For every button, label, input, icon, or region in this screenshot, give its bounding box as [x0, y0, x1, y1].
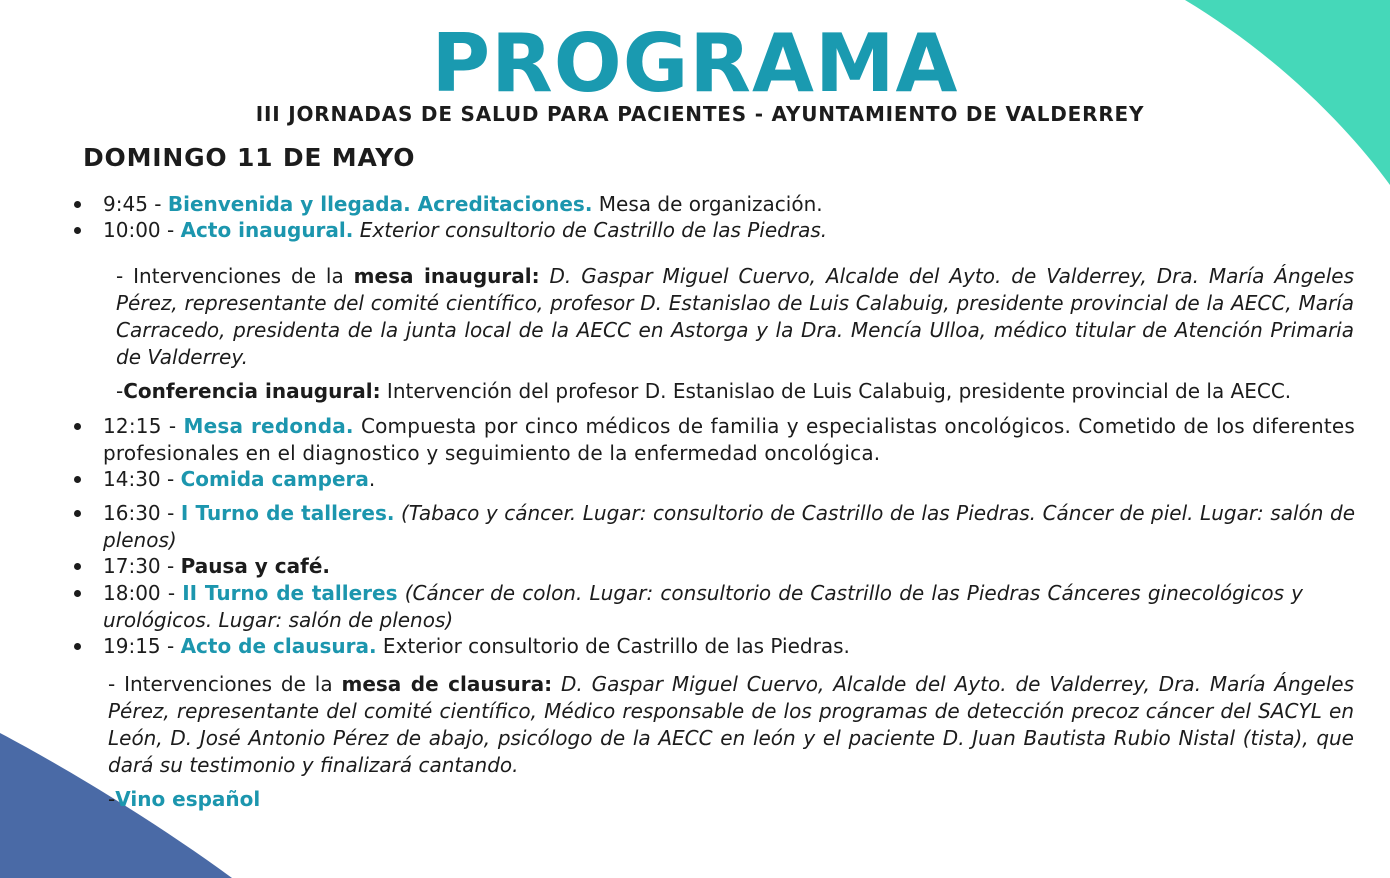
sub-italic: D. Gaspar Miguel Cuervo, Alcalde del Ayto. de Valderrey, Dra. María Ángeles Pérez, representante del comité científico, Médico responsable de los programas de detección precoz cáncer del SACYL en León, D. José Antonio Pérez de abajo, psicólogo de la AECC en león y el paciente D. Juan Bautista Rubio Nistal (tista), que dará su testimonio y finalizará cantando. [108, 672, 1354, 777]
sub-text: Intervención del profesor D. Estanislao de Luis Calabuig, presidente provincial de la AECC. [380, 379, 1292, 403]
item-time: 18:00 - [103, 581, 183, 605]
item-time: 14:30 - [103, 467, 181, 491]
sub-prefix: - [116, 379, 124, 403]
inaugural-intervenciones [116, 263, 1354, 371]
item-text: . [368, 467, 376, 491]
program-item-1730 [103, 553, 1355, 580]
program-item-1630 [103, 500, 1355, 553]
item-text: Mesa de organización. [592, 192, 823, 216]
program-item-1915 [103, 633, 1355, 660]
clausura-intervenciones [108, 671, 1354, 779]
sub-prefix: - [108, 787, 116, 811]
page-title: PROGRAMA [431, 17, 959, 110]
item-text: Exterior consultorio de Castrillo de las Piedras. [376, 634, 850, 658]
item-time: 19:15 - [103, 634, 181, 658]
program-item-1000 [103, 217, 1355, 244]
item-time: 16:30 - [103, 501, 181, 525]
item-italic: Exterior consultorio de Castrillo de las Piedras. [353, 218, 828, 242]
sub-bold: Conferencia inaugural: [123, 379, 381, 403]
program-item-1800 [103, 580, 1303, 633]
sub-italic: D. Gaspar Miguel Cuervo, Alcalde del Ayto. de Valderrey, Dra. María Ángeles Pérez, representante del comité científico, profesor D. Estanislao de Luis Calabuig, presidente provincial de la AECC, María Carracedo, presidenta de la junta local de la AECC en Astorga y la Dra. Mencía Ulloa, médico titular de Atención Primaria de Valderrey. [116, 264, 1354, 369]
program-item-0945 [103, 191, 1355, 218]
item-time: 12:15 - [103, 414, 184, 438]
item-highlight: Bienvenida y llegada. Acreditaciones. [167, 192, 593, 216]
program-item-1215 [103, 413, 1355, 466]
item-italic: (Tabaco y cáncer. Lugar: consultorio de Castrillo de las Piedras. Cáncer de piel. Lugar: salón de plenos) [103, 501, 1355, 552]
item-text: Compuesta por cinco médicos de familia y especialistas oncológicos. Cometido de los diferentes profesionales en el diagnostico y seguimiento de la enfermedad oncológica. [103, 414, 1355, 465]
clausura-vino [108, 786, 708, 813]
item-time: 9:45 - [103, 192, 168, 216]
item-highlight: Acto de clausura. [180, 634, 377, 658]
item-highlight: II Turno de talleres [182, 581, 398, 605]
item-highlight: Mesa redonda. [183, 414, 354, 438]
sub-prefix: - Intervenciones de la [108, 672, 342, 696]
sub-bold: mesa inaugural: [353, 264, 540, 288]
event-date: DOMINGO 11 DE MAYO [83, 143, 416, 172]
page-subtitle: III JORNADAS DE SALUD PARA PACIENTES - AYUNTAMIENTO DE VALDERREY [255, 102, 1145, 126]
sub-bold: mesa de clausura: [341, 672, 553, 696]
item-time: 17:30 - [103, 554, 181, 578]
inaugural-conferencia [116, 378, 1354, 405]
item-highlight: I Turno de talleres. [180, 501, 395, 525]
item-italic: (Cáncer de colon. Lugar: consultorio de Castrillo de las Piedras Cánceres ginecológicos y urológicos. Lugar: salón de plenos) [103, 581, 1303, 632]
item-time: 10:00 - [103, 218, 181, 242]
sub-highlight: Vino español [115, 787, 261, 811]
item-highlight: Acto inaugural. [180, 218, 354, 242]
sub-prefix: - Intervenciones de la [116, 264, 354, 288]
item-highlight: Comida campera [180, 467, 369, 491]
item-bold: Pausa y café. [180, 554, 331, 578]
program-item-1430 [103, 466, 1355, 493]
